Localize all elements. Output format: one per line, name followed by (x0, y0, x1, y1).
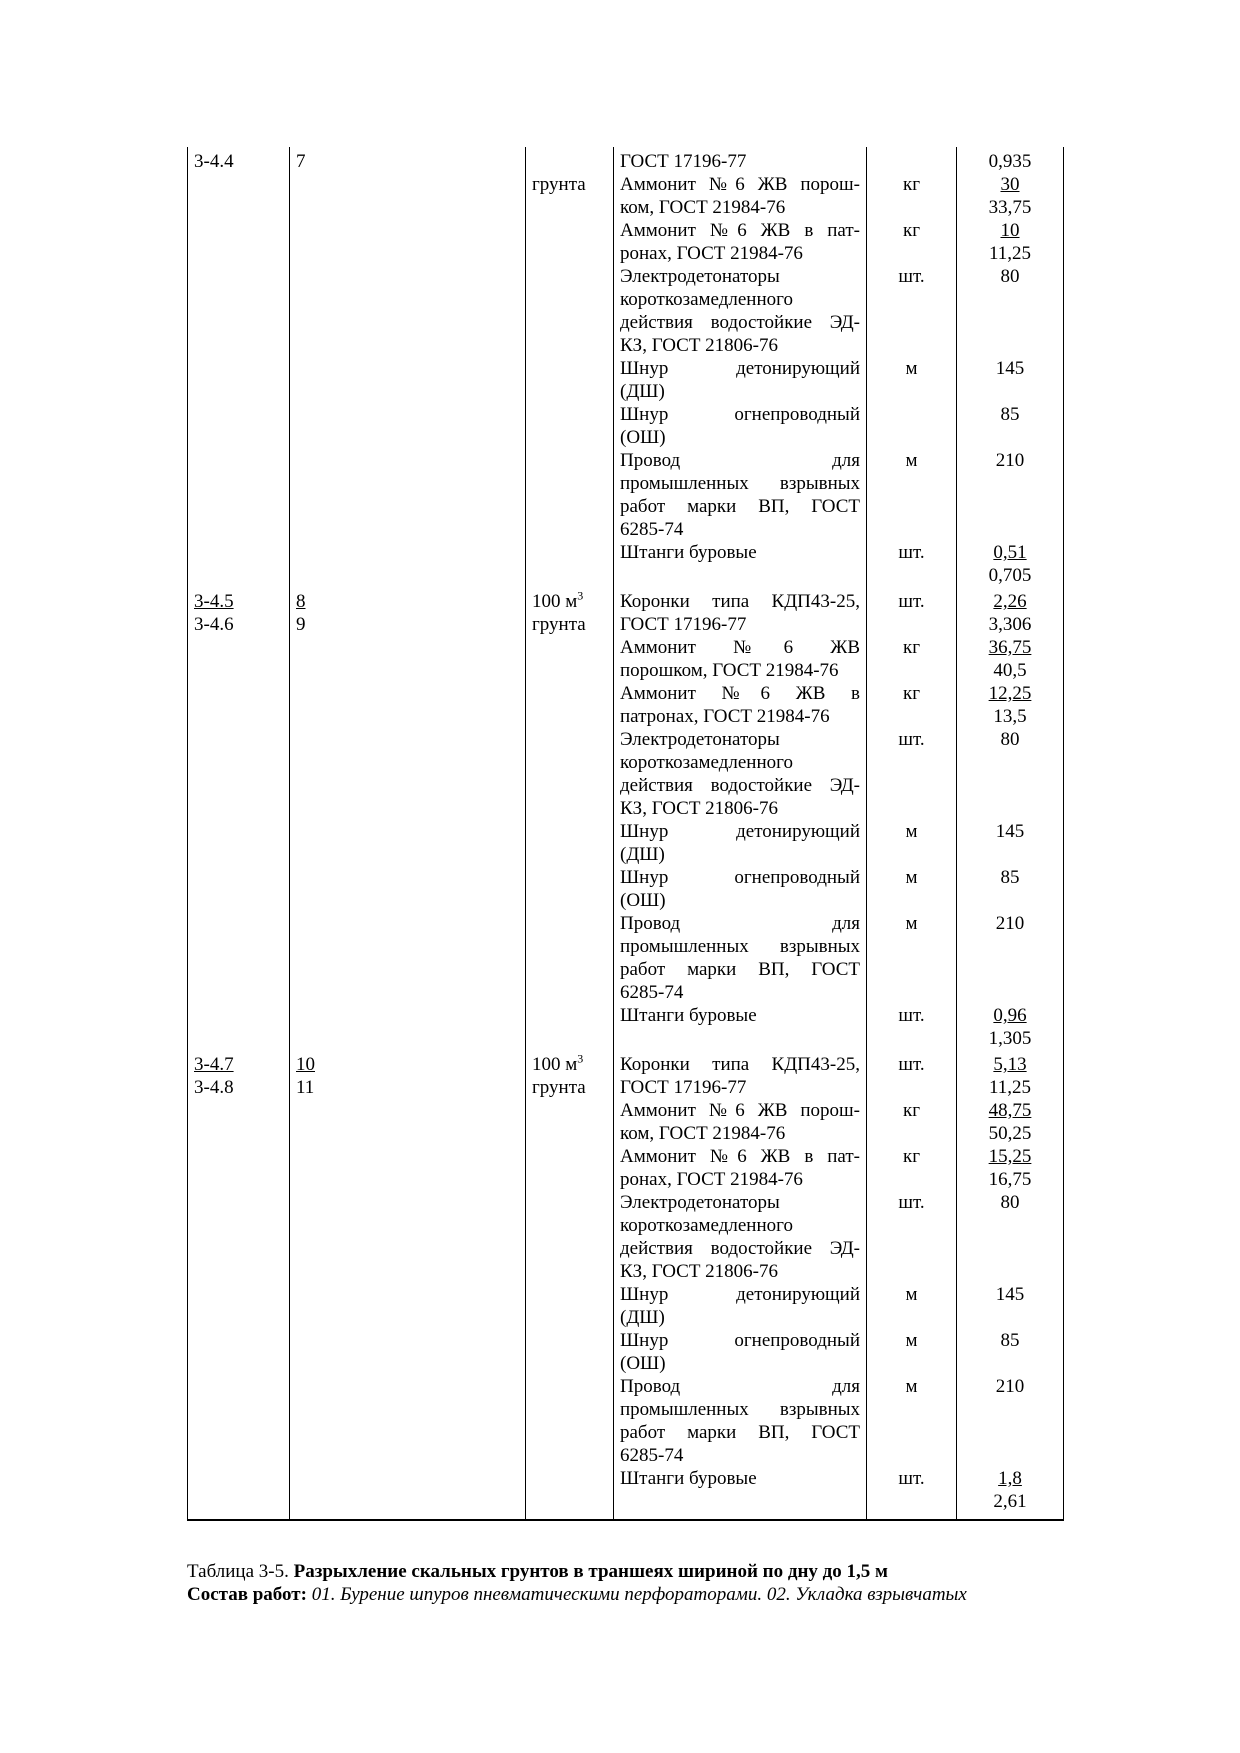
meter-cell (526, 587, 614, 1050)
resource-unit: кг (902, 1146, 921, 1167)
number-cell (290, 1050, 526, 1520)
resource-name: Аммонит №6 ЖВ в пат- ронах, ГОСТ 21984-76 (620, 1146, 860, 1190)
table-caption (187, 1560, 1067, 1606)
meter-cell (526, 1050, 614, 1520)
caption-prefix: Таблица 3-5. (187, 1561, 294, 1582)
unit-cell (867, 1050, 957, 1520)
resource-unit: м (905, 913, 918, 934)
table-row (188, 1050, 1064, 1520)
resource-unit: шт. (898, 1005, 925, 1026)
number-cell (290, 587, 526, 1050)
resource-unit: кг (902, 174, 921, 195)
resource-name: Шнур детонирующий (ДШ) (620, 1284, 860, 1328)
resource-norm: 145 (995, 821, 1025, 842)
resource-norm: 5,13 11,25 (988, 1054, 1032, 1098)
resource-cell (614, 1050, 867, 1520)
resource-norm: 36,75 40,5 (988, 637, 1032, 681)
resource-name: Провод для промышленных взрывных работ марки ВП, ГОСТ 6285-74 (620, 1376, 860, 1466)
resource-norm: 210 (995, 450, 1025, 471)
work-composition-label: Состав работ: (187, 1584, 312, 1605)
resource-unit (873, 403, 950, 449)
resource-unit: м (905, 1284, 918, 1305)
meter-text: грунта (532, 614, 586, 635)
resource-name: Шнур детонирующий (ДШ) (620, 821, 860, 865)
resource-unit: шт. (898, 1468, 925, 1489)
resource-unit: м (905, 1330, 918, 1351)
resource-name: Аммонит №6 ЖВ порошком, ГОСТ 21984-76 (620, 637, 860, 681)
resource-norm: 15,25 16,75 (988, 1146, 1032, 1190)
resource-name: Провод для промышленных взрывных работ марки ВП, ГОСТ 6285-74 (620, 450, 860, 540)
meter-superscript: 3 (577, 588, 584, 603)
work-composition-text: 01. Бурение шпуров пневматическими перфораторами. 02. Укладка взрывчатых (311, 1584, 967, 1605)
number-cell (290, 147, 526, 587)
resource-norm: 12,25 13,5 (988, 683, 1032, 727)
resource-unit: шт. (898, 729, 925, 750)
resource-norm: 1,8 2,61 (993, 1468, 1027, 1512)
code-cell (188, 147, 290, 587)
resource-unit: шт. (898, 266, 925, 287)
resource-name: ГОСТ 17196-77 (620, 151, 747, 172)
resource-norm: 80 (1000, 729, 1020, 750)
resource-name: Штанги буровые (620, 542, 757, 563)
resource-norm: 80 (1000, 1192, 1020, 1213)
code-cell (188, 587, 290, 1050)
resource-name: Шнур детонирующий (ДШ) (620, 358, 860, 402)
resource-norm: 0,96 1,305 (988, 1005, 1032, 1049)
norm-number: 9 (296, 614, 306, 635)
meter-text: грунта (532, 174, 586, 195)
meter-superscript: 3 (577, 1051, 584, 1066)
resource-norm: 0,51 0,705 (988, 542, 1032, 586)
norm-number: 8 (296, 591, 306, 612)
resource-name: Шнур огнепроводный (ОШ) (620, 1330, 860, 1374)
resource-unit: шт. (898, 591, 925, 612)
resource-norm: 10 11,25 (988, 220, 1032, 264)
resource-norm: 145 (995, 358, 1025, 379)
table-row (188, 147, 1064, 587)
resource-unit: кг (902, 637, 921, 658)
resource-unit: м (905, 450, 918, 471)
resource-unit: кг (902, 220, 921, 241)
resource-name: Коронки типа КДП43-25, ГОСТ 17196-77 (620, 591, 860, 635)
norm-cell (957, 1050, 1064, 1520)
resource-unit: кг (902, 683, 921, 704)
resource-norm: 145 (995, 1284, 1025, 1305)
resource-unit: кг (902, 1100, 921, 1121)
resource-norm: 210 (995, 1376, 1025, 1397)
resource-name: Штанги буровые (620, 1468, 757, 1489)
resource-name: Шнур огнепроводный (ОШ) (620, 404, 860, 448)
resource-name: Электродетонаторы короткозамедленного действия водостойкие ЭД- КЗ, ГОСТ 21806-76 (620, 729, 860, 819)
resource-norm: 0,935 (988, 151, 1032, 172)
resource-cell (614, 147, 867, 587)
resource-name: Штанги буровые (620, 1005, 757, 1026)
resource-name: Аммонит №6 ЖВ порош- ком, ГОСТ 21984-76 (620, 1100, 860, 1144)
resource-norm: 2,26 3,306 (988, 591, 1032, 635)
caption-title: Разрыхление скальных грунтов в траншеях шириной по дну до 1,5 м (293, 1561, 888, 1582)
meter-cell (526, 147, 614, 587)
resource-name: Электродетонаторы короткозамедленного действия водостойкие ЭД- КЗ, ГОСТ 21806-76 (620, 1192, 860, 1282)
norm-cell (957, 587, 1064, 1050)
resource-unit: м (905, 1376, 918, 1397)
resource-name: Аммонит №6 ЖВ порош- ком, ГОСТ 21984-76 (620, 174, 860, 218)
norm-number: 10 (296, 1054, 315, 1075)
resource-norm: 210 (995, 913, 1025, 934)
table-row (188, 587, 1064, 1050)
resource-unit: шт. (898, 1054, 925, 1075)
resource-name: Аммонит №6 ЖВ в пат- ронах, ГОСТ 21984-76 (620, 220, 860, 264)
resource-name: Провод для промышленных взрывных работ марки ВП, ГОСТ 6285-74 (620, 913, 860, 1003)
resource-name: Шнур огнепроводный (ОШ) (620, 867, 860, 911)
resource-norm: 85 (1000, 1330, 1020, 1351)
resource-unit (873, 150, 950, 173)
norm-code: 3-4.7 (194, 1054, 234, 1075)
meter-text: 100 м (532, 591, 578, 612)
resource-cell (614, 587, 867, 1050)
norm-code: 3-4.4 (194, 151, 234, 172)
resource-norm: 48,75 50,25 (988, 1100, 1032, 1144)
norm-number: 11 (296, 1077, 315, 1098)
resource-norm: 30 33,75 (988, 174, 1032, 218)
meter-text: грунта (532, 1077, 586, 1098)
norm-cell (957, 147, 1064, 587)
norm-code: 3-4.5 (194, 591, 234, 612)
resource-unit: м (905, 358, 918, 379)
resource-unit: м (905, 821, 918, 842)
resource-unit: м (905, 867, 918, 888)
norm-code: 3-4.6 (194, 614, 234, 635)
resource-unit: шт. (898, 1192, 925, 1213)
resource-name: Коронки типа КДП43-25, ГОСТ 17196-77 (620, 1054, 860, 1098)
resource-norm: 80 (1000, 266, 1020, 287)
unit-cell (867, 587, 957, 1050)
norms-table (187, 147, 1064, 1521)
code-cell (188, 1050, 290, 1520)
norm-number: 7 (296, 151, 306, 172)
resource-norm: 85 (1000, 867, 1020, 888)
resource-unit: шт. (898, 542, 925, 563)
resource-name: Аммонит №6 ЖВ в патронах, ГОСТ 21984-76 (620, 683, 860, 727)
resource-norm: 85 (1000, 404, 1020, 425)
norm-code: 3-4.8 (194, 1077, 234, 1098)
unit-cell (867, 147, 957, 587)
resource-name: Электродетонаторы короткозамедленного действия водостойкие ЭД- КЗ, ГОСТ 21806-76 (620, 266, 860, 356)
meter-text: 100 м (532, 1054, 578, 1075)
